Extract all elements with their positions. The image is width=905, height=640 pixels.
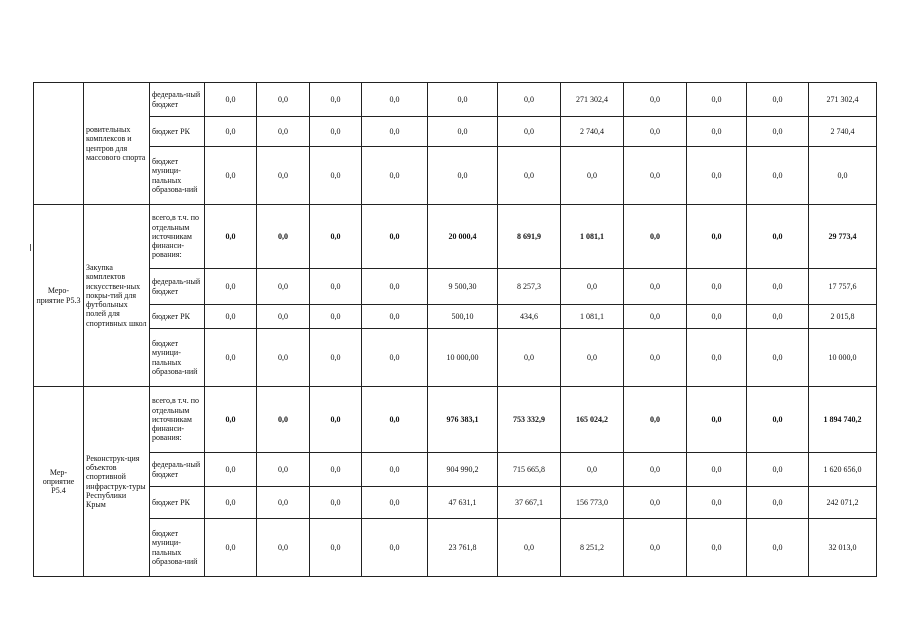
funding-source-cell: бюджет РК <box>150 305 205 329</box>
value-cell: 0,0 <box>561 329 624 387</box>
value-cell: 0,0 <box>205 387 257 453</box>
value-cell: 0,0 <box>624 205 687 269</box>
value-cell: 0,0 <box>747 387 809 453</box>
value-cell: 0,0 <box>561 453 624 487</box>
value-cell: 156 773,0 <box>561 487 624 519</box>
value-cell: 0,0 <box>362 329 428 387</box>
value-cell: 0,0 <box>687 453 747 487</box>
value-cell: 0,0 <box>362 487 428 519</box>
funding-source-cell: бюджет муници-пальных образова-ний <box>150 329 205 387</box>
value-cell: 0,0 <box>362 269 428 305</box>
value-cell: 37 667,1 <box>498 487 561 519</box>
value-cell: 0,0 <box>257 269 310 305</box>
value-cell: 0,0 <box>747 117 809 147</box>
funding-source-cell: бюджет муници-пальных образова-ний <box>150 519 205 577</box>
funding-source-cell: федераль-ный бюджет <box>150 83 205 117</box>
table-row <box>34 453 877 487</box>
total-value-cell: 10 000,0 <box>809 329 877 387</box>
value-cell: 0,0 <box>310 205 362 269</box>
funding-source-cell: бюджет РК <box>150 117 205 147</box>
funding-source-cell: федераль-ный бюджет <box>150 269 205 305</box>
value-cell: 0,0 <box>310 329 362 387</box>
value-cell: 9 500,30 <box>428 269 498 305</box>
value-cell: 0,0 <box>362 305 428 329</box>
value-cell: 0,0 <box>257 117 310 147</box>
value-cell: 0,0 <box>498 83 561 117</box>
table-total-row <box>34 387 877 453</box>
value-cell: 0,0 <box>205 519 257 577</box>
value-cell: 0,0 <box>687 147 747 205</box>
value-cell: 753 332,9 <box>498 387 561 453</box>
value-cell: 0,0 <box>257 387 310 453</box>
total-value-cell: 29 773,4 <box>809 205 877 269</box>
value-cell: 0,0 <box>687 387 747 453</box>
value-cell: 976 383,1 <box>428 387 498 453</box>
table-row <box>34 305 877 329</box>
value-cell: 165 024,2 <box>561 387 624 453</box>
value-cell: 0,0 <box>205 453 257 487</box>
funding-source-cell: всего,в т.ч. по отдельным источникам финанси-рования: <box>150 387 205 453</box>
value-cell: 0,0 <box>257 83 310 117</box>
value-cell: 1 081,1 <box>561 205 624 269</box>
activity-name-cell: Закупка комплектов искусствен-ных покры-тий для футбольных полей для спортивных школ <box>84 205 150 387</box>
value-cell: 0,0 <box>362 117 428 147</box>
total-value-cell: 1 620 656,0 <box>809 453 877 487</box>
value-cell: 10 000,00 <box>428 329 498 387</box>
value-cell: 0,0 <box>747 487 809 519</box>
value-cell: 0,0 <box>362 453 428 487</box>
value-cell: 1 081,1 <box>561 305 624 329</box>
value-cell: 0,0 <box>362 83 428 117</box>
value-cell: 0,0 <box>747 83 809 117</box>
value-cell: 0,0 <box>687 205 747 269</box>
value-cell: 0,0 <box>624 269 687 305</box>
value-cell: 0,0 <box>310 487 362 519</box>
value-cell: 0,0 <box>747 519 809 577</box>
value-cell: 0,0 <box>310 117 362 147</box>
value-cell: 0,0 <box>747 205 809 269</box>
value-cell: 715 665,8 <box>498 453 561 487</box>
value-cell: 0,0 <box>310 453 362 487</box>
value-cell: 0,0 <box>310 305 362 329</box>
value-cell: 8 257,3 <box>498 269 561 305</box>
value-cell: 0,0 <box>624 387 687 453</box>
value-cell: 0,0 <box>205 487 257 519</box>
total-value-cell: 17 757,6 <box>809 269 877 305</box>
table-row <box>34 519 877 577</box>
funding-source-cell: федераль-ный бюджет <box>150 453 205 487</box>
value-cell: 0,0 <box>205 269 257 305</box>
value-cell: 0,0 <box>362 387 428 453</box>
funding-table <box>33 82 877 577</box>
value-cell: 0,0 <box>498 519 561 577</box>
value-cell: 500,10 <box>428 305 498 329</box>
activity-cell: Меро-приятие Р5.3 <box>34 205 84 387</box>
value-cell: 0,0 <box>257 519 310 577</box>
value-cell: 0,0 <box>687 305 747 329</box>
value-cell: 0,0 <box>310 83 362 117</box>
value-cell: 8 691,9 <box>498 205 561 269</box>
table-row <box>34 487 877 519</box>
value-cell: 0,0 <box>257 329 310 387</box>
total-value-cell: 242 071,2 <box>809 487 877 519</box>
value-cell: 23 761,8 <box>428 519 498 577</box>
value-cell: 904 990,2 <box>428 453 498 487</box>
value-cell: 0,0 <box>561 147 624 205</box>
value-cell: 0,0 <box>257 147 310 205</box>
activity-name-cell: Реконструк-ция объектов спортивной инфраструк-туры Республики Крым <box>84 387 150 577</box>
value-cell: 0,0 <box>310 269 362 305</box>
value-cell: 0,0 <box>310 147 362 205</box>
value-cell: 0,0 <box>310 519 362 577</box>
value-cell: 0,0 <box>205 305 257 329</box>
value-cell: 271 302,4 <box>561 83 624 117</box>
value-cell: 0,0 <box>747 147 809 205</box>
value-cell: 0,0 <box>205 205 257 269</box>
value-cell: 0,0 <box>747 329 809 387</box>
value-cell: 0,0 <box>624 147 687 205</box>
table-row <box>34 83 877 117</box>
value-cell: 0,0 <box>561 269 624 305</box>
total-value-cell: 271 302,4 <box>809 83 877 117</box>
value-cell: 0,0 <box>687 117 747 147</box>
value-cell: 0,0 <box>624 453 687 487</box>
table-row <box>34 269 877 305</box>
value-cell: 0,0 <box>362 519 428 577</box>
value-cell: 0,0 <box>498 329 561 387</box>
value-cell: 8 251,2 <box>561 519 624 577</box>
total-value-cell: 32 013,0 <box>809 519 877 577</box>
value-cell: 0,0 <box>310 387 362 453</box>
value-cell: 0,0 <box>498 117 561 147</box>
value-cell: 0,0 <box>205 117 257 147</box>
table-row <box>34 329 877 387</box>
funding-source-cell: всего,в т.ч. по отдельным источникам финанси-рования: <box>150 205 205 269</box>
value-cell: 0,0 <box>362 205 428 269</box>
value-cell: 0,0 <box>747 453 809 487</box>
value-cell: 0,0 <box>428 147 498 205</box>
value-cell: 0,0 <box>428 117 498 147</box>
total-value-cell: 0,0 <box>809 147 877 205</box>
total-value-cell: 1 894 740,2 <box>809 387 877 453</box>
value-cell: 0,0 <box>687 269 747 305</box>
value-cell: 0,0 <box>428 83 498 117</box>
table-total-row <box>34 205 877 269</box>
activity-name-cell: ровительных комплексов и центров для массового спорта <box>84 83 150 205</box>
value-cell: 0,0 <box>747 305 809 329</box>
value-cell: 0,0 <box>205 83 257 117</box>
value-cell: 0,0 <box>624 83 687 117</box>
funding-source-cell: бюджет муници-пальных образова-ний <box>150 147 205 205</box>
value-cell: 0,0 <box>687 487 747 519</box>
value-cell: 2 740,4 <box>561 117 624 147</box>
value-cell: 0,0 <box>624 519 687 577</box>
value-cell: 0,0 <box>687 329 747 387</box>
value-cell: 0,0 <box>362 147 428 205</box>
value-cell: 434,6 <box>498 305 561 329</box>
value-cell: 0,0 <box>257 487 310 519</box>
value-cell: 0,0 <box>747 269 809 305</box>
total-value-cell: 2 740,4 <box>809 117 877 147</box>
value-cell: 0,0 <box>687 519 747 577</box>
activity-cell: Мер-оприятие Р5.4 <box>34 387 84 577</box>
total-value-cell: 2 015,8 <box>809 305 877 329</box>
value-cell: 20 000,4 <box>428 205 498 269</box>
value-cell: 0,0 <box>205 329 257 387</box>
funding-source-cell: бюджет РК <box>150 487 205 519</box>
value-cell: 0,0 <box>257 453 310 487</box>
scan-mark <box>30 244 31 251</box>
value-cell: 0,0 <box>624 305 687 329</box>
value-cell: 0,0 <box>257 305 310 329</box>
value-cell: 0,0 <box>257 205 310 269</box>
value-cell: 0,0 <box>624 487 687 519</box>
table-row <box>34 147 877 205</box>
value-cell: 47 631,1 <box>428 487 498 519</box>
value-cell: 0,0 <box>624 329 687 387</box>
value-cell: 0,0 <box>205 147 257 205</box>
activity-cell <box>34 83 84 205</box>
value-cell: 0,0 <box>498 147 561 205</box>
table-row <box>34 117 877 147</box>
value-cell: 0,0 <box>624 117 687 147</box>
value-cell: 0,0 <box>687 83 747 117</box>
